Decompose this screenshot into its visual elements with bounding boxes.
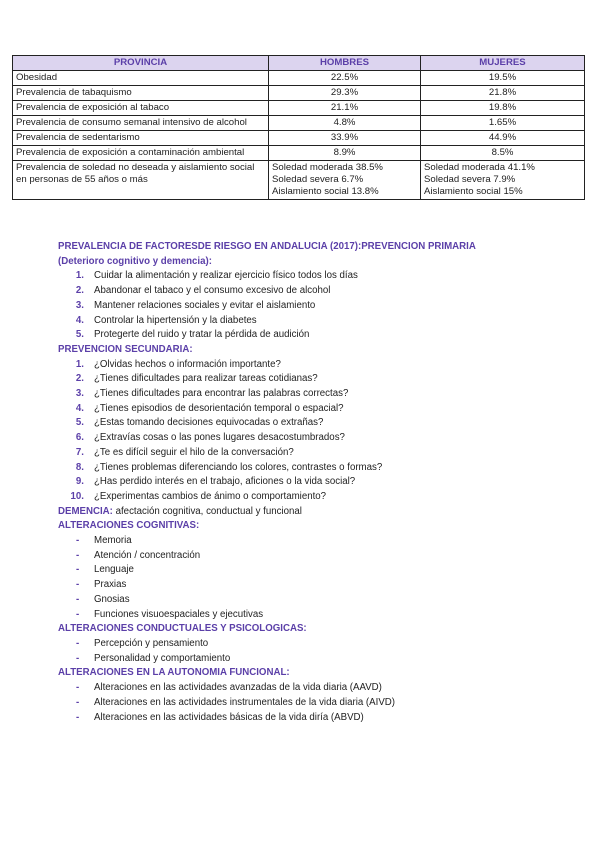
secondary-prevention-item xyxy=(58,446,588,461)
cognitive-alteration-item-text: Memoria xyxy=(94,535,132,547)
header-provincia: PROVINCIA xyxy=(13,56,269,71)
cell-value: 19.5% xyxy=(488,72,517,83)
secondary-prevention-item-text: ¿Te es difícil seguir el hilo de la conversación? xyxy=(94,446,294,458)
document-body xyxy=(58,240,588,725)
list-number: 10. xyxy=(70,490,84,502)
cell-value: 44.9% xyxy=(488,132,517,143)
secondary-prevention-item-text: ¿Experimentas cambios de ánimo o comportamiento? xyxy=(94,490,327,502)
dash-bullet: - xyxy=(76,579,80,591)
secondary-prevention-item xyxy=(58,431,588,446)
dementia-text: afectación cognitiva, conductual y funcional xyxy=(112,505,302,517)
table-header-row xyxy=(13,56,585,71)
secondary-prevention-item xyxy=(58,416,588,431)
primary-prevention-item xyxy=(58,284,588,299)
secondary-prevention-item-text: ¿Tienes dificultades para realizar tareas cotidianas? xyxy=(94,373,318,385)
dash-bullet: - xyxy=(76,652,80,664)
functional-alteration-item xyxy=(58,696,588,711)
dash-bullet: - xyxy=(76,637,80,649)
functional-alterations-title: ALTERACIONES EN LA AUTONOMIA FUNCIONAL: xyxy=(58,667,290,679)
cell-value: Aislamiento social 13.8% xyxy=(272,186,379,197)
cognitive-alteration-item-text: Atención / concentración xyxy=(94,549,201,561)
row-label: Prevalencia de consumo semanal intensivo de alcohol xyxy=(13,116,269,131)
row-label: Obesidad xyxy=(13,71,269,86)
behavioral-alteration-item-text: Personalidad y comportamiento xyxy=(94,652,231,664)
cell-value: 4.8% xyxy=(333,117,356,128)
secondary-prevention-item xyxy=(58,402,588,417)
cell-mujeres xyxy=(421,86,585,101)
functional-alteration-item-text: Alteraciones en las actividades instrumentales de la vida diaria (AIVD) xyxy=(94,696,395,708)
primary-prevention-item xyxy=(58,328,588,343)
list-number: 8. xyxy=(75,461,84,473)
list-number: 5. xyxy=(75,417,84,429)
secondary-prevention-item xyxy=(58,358,588,373)
dash-bullet: - xyxy=(76,696,80,708)
cell-value: Soledad moderada 38.5% xyxy=(272,162,383,173)
dash-bullet: - xyxy=(76,549,80,561)
cell-mujeres xyxy=(421,101,585,116)
dash-bullet: - xyxy=(76,593,80,605)
cell-value: 21.1% xyxy=(330,102,359,113)
cell-value: Soledad moderada 41.1% xyxy=(424,162,535,173)
dash-bullet: - xyxy=(76,711,80,723)
dash-bullet: - xyxy=(76,535,80,547)
cell-value: 1.65% xyxy=(488,117,517,128)
secondary-prevention-item xyxy=(58,372,588,387)
cognitive-alteration-item xyxy=(58,578,588,593)
cognitive-alteration-item xyxy=(58,534,588,549)
cell-value: 22.5% xyxy=(330,72,359,83)
secondary-prevention-item-text: ¿Olvidas hechos o información importante? xyxy=(94,358,281,370)
list-number: 4. xyxy=(75,314,84,326)
functional-alteration-item-text: Alteraciones en las actividades avanzadas de la vida diaria (AAVD) xyxy=(94,682,382,694)
row-label: Prevalencia de exposición al tabaco xyxy=(13,101,269,116)
primary-prevention-item xyxy=(58,269,588,284)
cell-mujeres xyxy=(421,71,585,86)
list-number: 7. xyxy=(75,446,84,458)
behavioral-alterations-list xyxy=(58,637,588,666)
functional-alteration-item xyxy=(58,711,588,726)
cell-value: 19.8% xyxy=(488,102,517,113)
secondary-prevention-title: PREVENCION SECUNDARIA: xyxy=(58,343,193,355)
cell-value: 33.9% xyxy=(330,132,359,143)
row-label: Prevalencia de tabaquismo xyxy=(13,86,269,101)
primary-prevention-list xyxy=(58,269,588,343)
primary-prevention-item-text: Cuidar la alimentación y realizar ejercicio físico todos los días xyxy=(94,270,358,282)
list-number: 2. xyxy=(75,373,84,385)
secondary-prevention-item xyxy=(58,461,588,476)
dementia-definition xyxy=(58,505,588,520)
behavioral-alteration-item xyxy=(58,637,588,652)
table-row xyxy=(13,86,585,101)
dash-bullet: - xyxy=(76,608,80,620)
table-row xyxy=(13,116,585,131)
cell-hombres xyxy=(269,146,421,161)
secondary-prevention-item-text: ¿Tienes dificultades para encontrar las palabras correctas? xyxy=(94,388,349,400)
list-number: 2. xyxy=(75,285,84,297)
risk-factor-table xyxy=(12,55,585,200)
list-number: 3. xyxy=(75,388,84,400)
primary-prevention-item xyxy=(58,299,588,314)
table-row xyxy=(13,146,585,161)
functional-alteration-item xyxy=(58,681,588,696)
list-number: 3. xyxy=(75,299,84,311)
table-row xyxy=(13,131,585,146)
header-mujeres: MUJERES xyxy=(421,56,585,71)
secondary-prevention-item xyxy=(58,387,588,402)
cell-hombres xyxy=(269,101,421,116)
cell-value: Soledad severa 6.7% xyxy=(272,174,364,185)
cognitive-alteration-item xyxy=(58,608,588,623)
secondary-prevention-item-text: ¿Extravías cosas o las pones lugares desacostumbrados? xyxy=(94,432,345,444)
cell-value: 8.5% xyxy=(491,147,514,158)
header-hombres: HOMBRES xyxy=(269,56,421,71)
cell-value: 8.9% xyxy=(333,147,356,158)
list-number: 6. xyxy=(75,432,84,444)
cell-hombres xyxy=(269,86,421,101)
cognitive-alteration-item-text: Funciones visuoespaciales y ejecutivas xyxy=(94,608,264,620)
dash-bullet: - xyxy=(76,682,80,694)
primary-prevention-item-text: Mantener relaciones sociales y evitar el aislamiento xyxy=(94,299,316,311)
secondary-prevention-item xyxy=(58,490,588,505)
list-number: 1. xyxy=(75,270,84,282)
secondary-prevention-item-text: ¿Has perdido interés en el trabajo, aficiones o la vida social? xyxy=(94,476,356,488)
list-number: 9. xyxy=(75,476,84,488)
secondary-prevention-item-text: ¿Tienes problemas diferenciando los colores, contrastes o formas? xyxy=(94,461,383,473)
dementia-label: DEMENCIA: xyxy=(58,505,113,517)
cognitive-alteration-item-text: Praxias xyxy=(94,579,127,591)
secondary-prevention-list xyxy=(58,358,588,505)
cell-value: Aislamiento social 15% xyxy=(424,186,523,197)
cell-hombres xyxy=(269,131,421,146)
cell-value: 29.3% xyxy=(330,87,359,98)
primary-prevention-item-text: Controlar la hipertensión y la diabetes xyxy=(94,314,257,326)
cell-mujeres xyxy=(421,146,585,161)
cell-value: Soledad severa 7.9% xyxy=(424,174,516,185)
behavioral-alterations-title: ALTERACIONES CONDUCTUALES Y PSICOLOGICAS: xyxy=(58,623,307,635)
row-label: Prevalencia de sedentarismo xyxy=(13,131,269,146)
primary-prevention-item-text: Protegerte del ruido y tratar la pérdida de audición xyxy=(94,329,310,341)
cell-mujeres xyxy=(421,131,585,146)
cell-hombres xyxy=(269,161,421,200)
cognitive-alteration-item xyxy=(58,563,588,578)
cognitive-alteration-item-text: Lenguaje xyxy=(94,564,134,576)
list-number: 1. xyxy=(75,358,84,370)
table-body xyxy=(13,71,585,200)
row-label: Prevalencia de soledad no deseada y aislamiento social en personas de 55 años o más xyxy=(13,161,269,200)
secondary-prevention-item-text: ¿Tienes episodios de desorientación temporal o espacial? xyxy=(94,402,344,414)
behavioral-alteration-item xyxy=(58,652,588,667)
cell-hombres xyxy=(269,116,421,131)
cognitive-alterations-title: ALTERACIONES COGNITIVAS: xyxy=(58,520,200,532)
cognitive-alteration-item xyxy=(58,593,588,608)
cell-mujeres xyxy=(421,161,585,200)
cell-hombres xyxy=(269,71,421,86)
cognitive-alteration-item-text: Gnosias xyxy=(94,593,130,605)
secondary-prevention-item-text: ¿Estas tomando decisiones equivocadas o extrañas? xyxy=(94,417,324,429)
table-row xyxy=(13,101,585,116)
cell-mujeres xyxy=(421,116,585,131)
list-number: 5. xyxy=(75,329,84,341)
cell-value: 21.8% xyxy=(488,87,517,98)
primary-prevention-item xyxy=(58,314,588,329)
secondary-prevention-item xyxy=(58,475,588,490)
behavioral-alteration-item-text: Percepción y pensamiento xyxy=(94,637,209,649)
primary-prevention-title: PREVALENCIA DE FACTORESDE RIESGO EN ANDALUCIA (2017):PREVENCION PRIMARIA xyxy=(58,241,476,252)
primary-prevention-subtitle: (Deterioro cognitivo y demencia): xyxy=(58,255,212,267)
table-row xyxy=(13,71,585,86)
list-number: 4. xyxy=(75,402,84,414)
functional-alterations-list xyxy=(58,681,588,725)
cognitive-alterations-list xyxy=(58,534,588,622)
functional-alteration-item-text: Alteraciones en las actividades básicas de la vida diría (ABVD) xyxy=(94,711,364,723)
table-row xyxy=(13,161,585,200)
primary-prevention-item-text: Abandonar el tabaco y el consumo excesivo de alcohol xyxy=(94,285,331,297)
dash-bullet: - xyxy=(76,564,80,576)
cognitive-alteration-item xyxy=(58,549,588,564)
row-label: Prevalencia de exposición a contaminación ambiental xyxy=(13,146,269,161)
